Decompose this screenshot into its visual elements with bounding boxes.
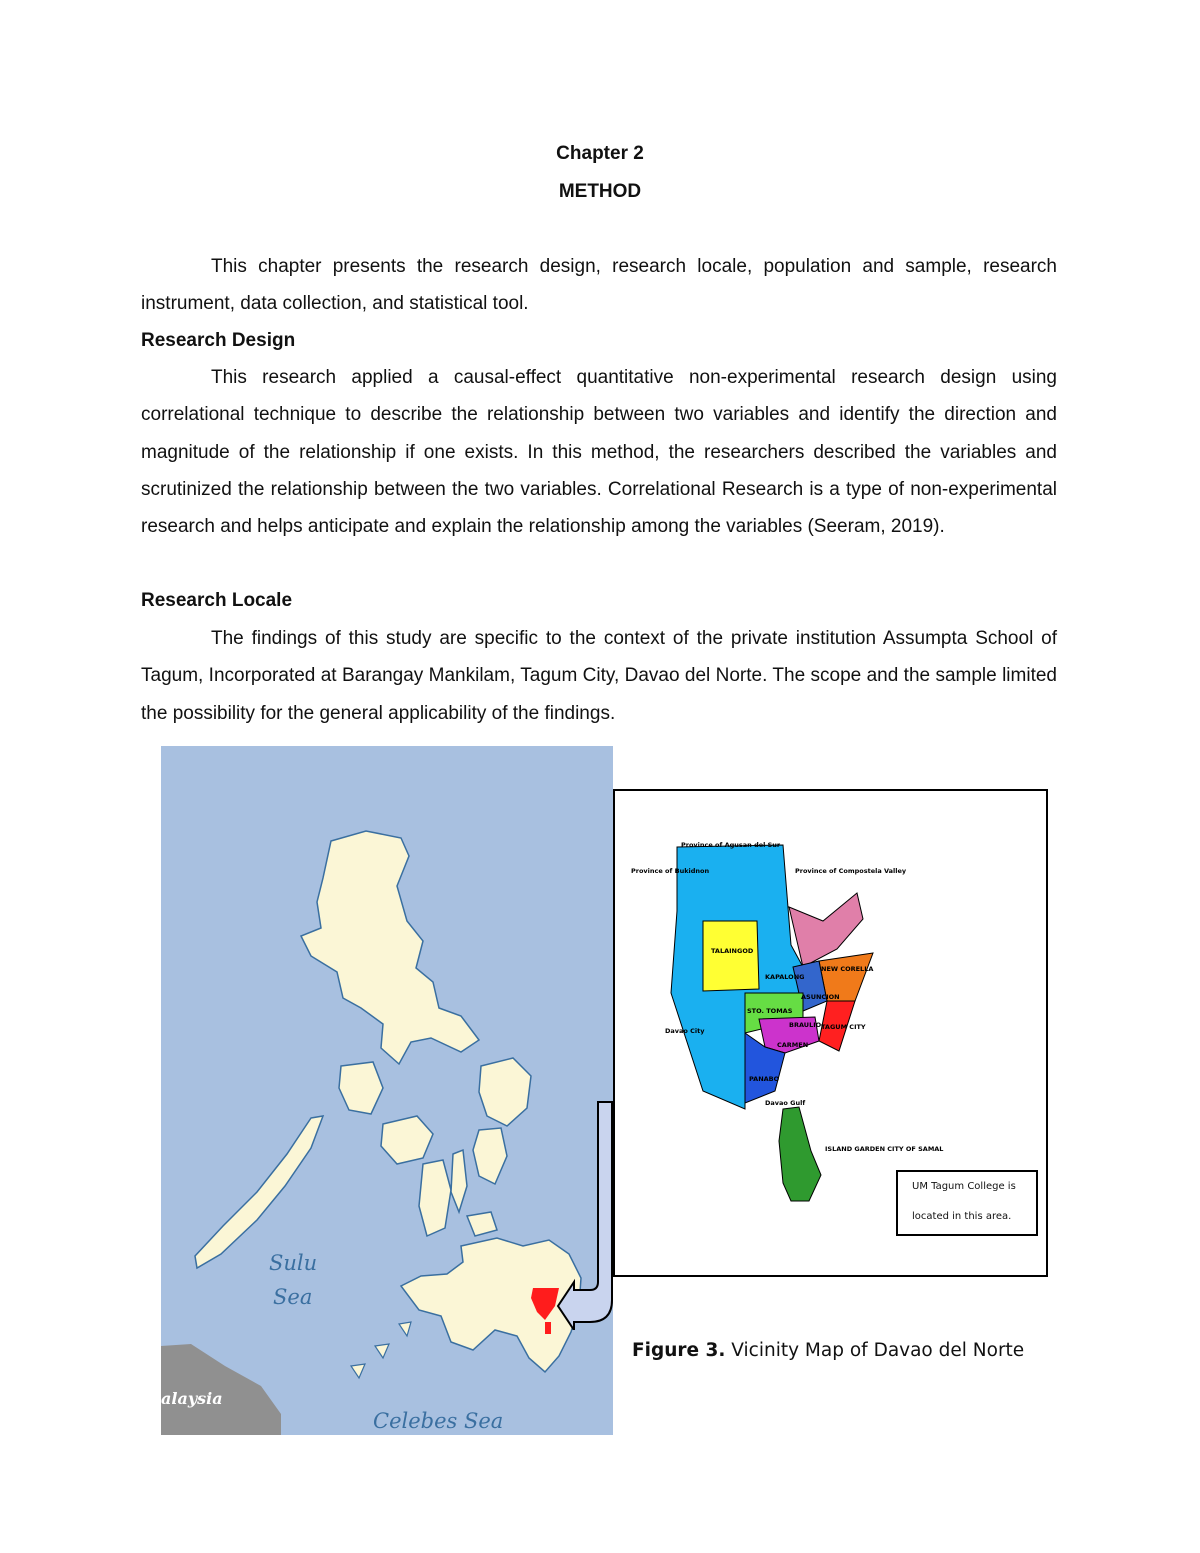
label-west: Province of Bukidnon bbox=[631, 867, 710, 875]
label-gulf: Davao Gulf bbox=[765, 1099, 806, 1107]
label-north: Province of Agusan del Sur bbox=[681, 841, 781, 849]
label-kapalong: KAPALONG bbox=[765, 973, 805, 981]
celebes-label: Celebes Sea bbox=[373, 1409, 504, 1433]
section-heading-research-locale: Research Locale bbox=[141, 590, 293, 611]
sulu-label-line2: Sea bbox=[273, 1285, 313, 1309]
label-asuncion: ASUNCION bbox=[801, 993, 840, 1001]
label-panabo: PANABO bbox=[749, 1075, 780, 1083]
chapter-title: METHOD bbox=[558, 181, 642, 202]
philippines-map bbox=[161, 746, 613, 1435]
pointer-arrow-icon bbox=[556, 1100, 618, 1330]
sulu-label-line1: Sulu bbox=[269, 1251, 318, 1275]
negros-island bbox=[419, 1160, 451, 1236]
figure-caption bbox=[632, 1340, 1024, 1361]
caption-prefix: Figure 3. bbox=[632, 1340, 726, 1361]
label-davao-city: Davao City bbox=[665, 1027, 705, 1035]
research-locale-paragraph: The findings of this study are specific to the context of the private institution Assumpta School of Tagum, Incorporated at Barangay Mankilam, Tagum City, Davao del Norte. The scope and the sample limited the possibility for the general applicability of the findings. bbox=[141, 628, 1057, 724]
intro-paragraph: This chapter presents the research design, research locale, population and sample, research instrument, data collection, and statistical tool. bbox=[141, 256, 1057, 315]
research-design-paragraph: This research applied a causal-effect quantitative non-experimental research design using correlational technique to describe the relationship between two variables and identify the direction and magnitude of the relationship if one exists. In this method, the researchers described the variables and scrutinized the relationship between the two variables. Correlational Research is a type of non-experimental research and helps anticipate and explain the relationship among the variables (Seeram, 2019). bbox=[141, 367, 1057, 538]
region-talaingod bbox=[703, 921, 759, 991]
label-new-corella: NEW CORELLA bbox=[821, 965, 874, 973]
label-sto-tomas: STO. TOMAS bbox=[747, 1007, 793, 1015]
label-braulio: BRAULIO bbox=[789, 1021, 822, 1029]
caption-text: Vicinity Map of Davao del Norte bbox=[725, 1340, 1025, 1361]
label-samal: ISLAND GARDEN CITY OF SAMAL bbox=[825, 1145, 944, 1153]
country-label: alaysia bbox=[161, 1389, 223, 1408]
label-east: Province of Compostela Valley bbox=[795, 867, 907, 875]
section-heading-research-design: Research Design bbox=[141, 330, 296, 351]
note-line-1: UM Tagum College is bbox=[912, 1181, 1016, 1192]
label-carmen: CARMEN bbox=[777, 1041, 809, 1049]
samal-highlight bbox=[545, 1322, 551, 1334]
label-talaingod: TALAINGOD bbox=[711, 947, 754, 955]
chapter-number: Chapter 2 bbox=[556, 143, 644, 164]
note-line-2: located in this area. bbox=[912, 1211, 1012, 1222]
label-tagum: TAGUM CITY bbox=[821, 1023, 866, 1031]
region-samal bbox=[779, 1107, 821, 1201]
location-note-box bbox=[896, 1170, 1038, 1236]
